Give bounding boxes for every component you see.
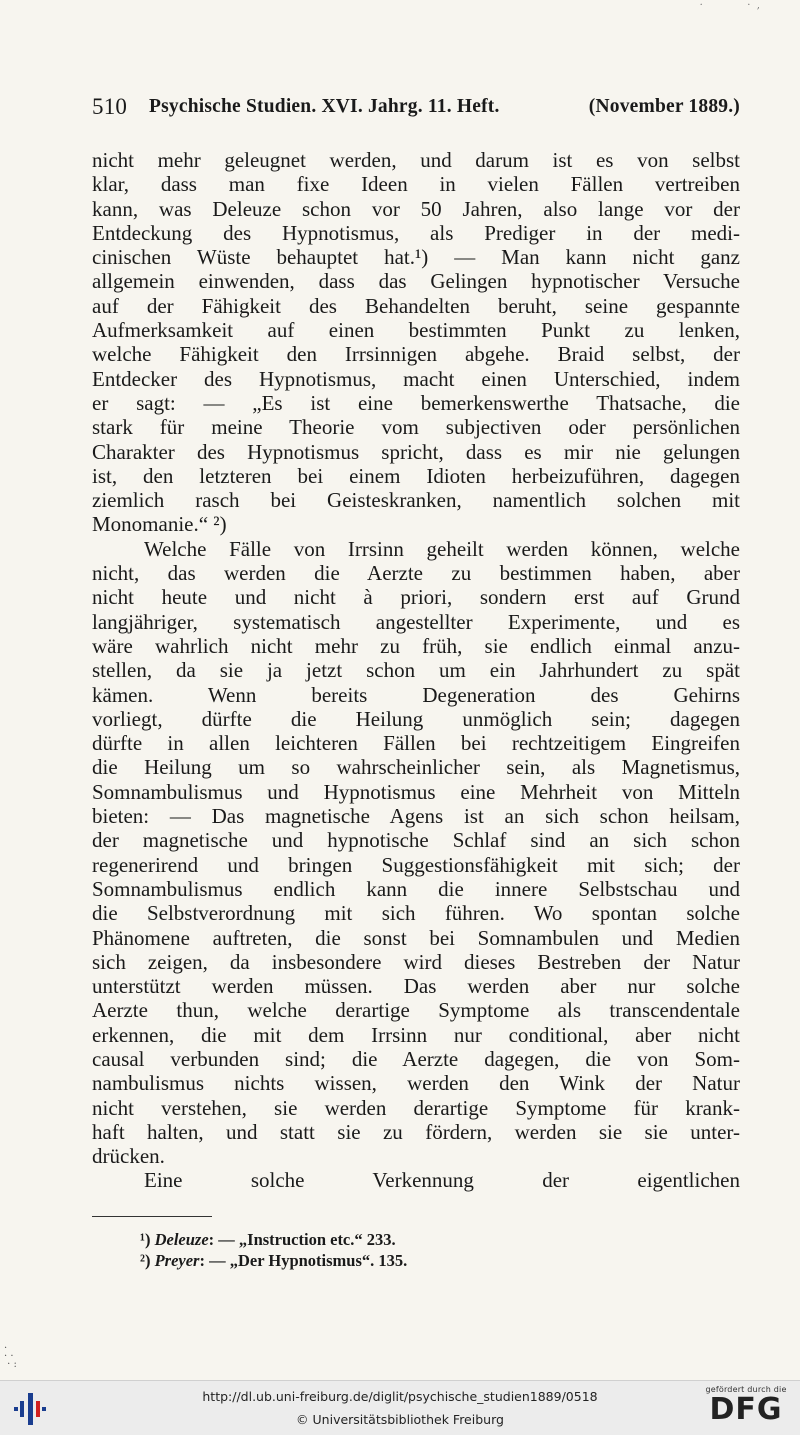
text-line: regenerirend und bringen Suggestionsfähigkeit mit sich; der [92,852,740,877]
text-line: kann, was Deleuze schon vor 50 Jahren, also lange vor der [92,196,740,221]
text-line: dürfte in allen leichteren Fällen bei rechtzeitigem Eingreifen [92,731,740,756]
text-line: nicht, das werden die Aerzte zu bestimmen haben, aber [92,561,740,586]
text-line: Monomanie.“ ²) [92,512,227,537]
text-line: erkennen, die mit dem Irrsinn nur conditional, aber nicht [92,1022,740,1047]
text-line: ziemlich rasch bei Geisteskranken, namentlich solchen mit [92,488,740,513]
text-line: kämen. Wenn bereits Degeneration des Gehirns [92,682,740,707]
text-line: auf der Fähigkeit des Behandelten beruht, seine gespannte [92,293,740,318]
copyright-notice: © Universitätsbibliothek Freiburg [296,1412,504,1427]
text-line: wäre wahrlich nicht mehr zu früh, sie endlich einmal anzu- [92,633,740,658]
text-line: nicht heute und nicht à priori, sondern erst auf Grund [92,585,740,610]
text-line: unterstützt werden müssen. Das werden aber nur solche [92,974,740,999]
footnote-2 [140,1250,700,1271]
text-line: vorliegt, dürfte die Heilung unmöglich sein; dagegen [92,706,740,731]
text-line: Welche Fälle von Irrsinn geheilt werden können, welche [144,536,740,561]
footnote-text: : — „Der Hypnotismus“. 135. [199,1251,408,1270]
text-line: stellen, da sie ja jetzt schon um ein Jahrhundert zu spät [92,658,740,683]
issue-date: (November 1889.) [588,96,740,117]
text-line: der magnetische und hypnotische Schlaf sind an sich schon [92,828,740,853]
text-line: cinischen Wüste behauptet hat.¹) — Man kann nicht ganz [92,245,740,270]
footnote-author: Deleuze [154,1230,209,1249]
viewer-footer [0,1380,800,1435]
text-line: er sagt: — „Es ist eine bemerkenswerthe Thatsache, die [92,390,740,415]
text-line: bieten: — Das magnetische Agens ist an sich schon heilsam, [92,804,740,829]
footnotes [140,1229,700,1271]
permalink-url[interactable]: http://dl.ub.uni-freiburg.de/diglit/psychische_studien1889/0518 [202,1389,598,1404]
footnote-mark: ¹) [140,1230,155,1249]
dfg-logo[interactable] [700,1385,792,1431]
text-line: klar, dass man fixe Ideen in vielen Fällen vertreiben [92,172,740,197]
text-line: haft halten, und statt sie zu fördern, werden sie sie unter- [92,1119,740,1144]
footnote-mark: ²) [140,1251,155,1270]
text-line: langjähriger, systematisch angestellter Experimente, und es [92,609,740,634]
text-line: Charakter des Hypnotismus spricht, dass es mir nie gelungen [92,439,740,464]
footnote-text: : — „Instruction etc.“ 233. [208,1230,396,1249]
dfg-caption: gefördert durch die [705,1385,787,1394]
text-line: nambulismus nichts wissen, werden den Wink der Natur [92,1071,740,1096]
text-line: nicht verstehen, sie werden derartige Symptome für krank- [92,1095,740,1120]
text-line: Eine solche Verkennung der eigentlichen [144,1168,740,1193]
scan-marks-top: · · , [699,0,760,11]
text-line: causal verbunden sind; die Aerzte dagegen, die von Som- [92,1046,740,1071]
footnote-1 [140,1229,700,1250]
text-line: Entdeckung des Hypnotismus, als Prediger in der medi- [92,220,740,245]
footnote-author: Preyer [154,1251,200,1270]
text-line: ist, den letzteren bei einem Idioten herbeizuführen, dagegen [92,463,740,488]
text-line: die Heilung um so wahrscheinlicher sein, als Magnetismus, [92,755,740,780]
scan-marks-margin: · · · · : [4,1343,17,1370]
body-text [92,148,740,1193]
text-line: nicht mehr geleugnet werden, und darum ist es von selbst [92,148,740,172]
text-line: drücken. [92,1144,165,1169]
text-line: allgemein einwenden, dass das Gelingen hypnotischer Versuche [92,269,740,294]
text-line: Phänomene auftreten, die sonst bei Somnambulen und Medien [92,925,740,950]
text-line: die Selbstverordnung mit sich führen. Wo spontan solche [92,901,740,926]
page-number: 510 [92,94,128,119]
text-line: welche Fähigkeit den Irrsinnigen abgehe. Braid selbst, der [92,342,740,367]
dfg-wordmark: DFG [709,1392,783,1427]
text-line: Aerzte thun, welche derartige Symptome als transcendentale [92,998,740,1023]
running-title: Psychische Studien. XVI. Jahrg. 11. Heft. [149,96,500,117]
text-line: sich zeigen, da insbesondere wird dieses Bestreben der Natur [92,949,740,974]
text-line: Aufmerksamkeit auf einen bestimmten Punkt zu lenken, [92,318,740,343]
footnote-rule [92,1216,212,1217]
text-line: stark für meine Theorie vom subjectiven oder persönlichen [92,415,740,440]
text-line: Somnambulismus endlich kann die innere Selbstschau und [92,876,740,901]
text-line: Somnambulismus und Hypnotismus eine Mehrheit von Mitteln [92,779,740,804]
text-line: Entdecker des Hypnotismus, macht einen Unterschied, indem [92,366,740,391]
